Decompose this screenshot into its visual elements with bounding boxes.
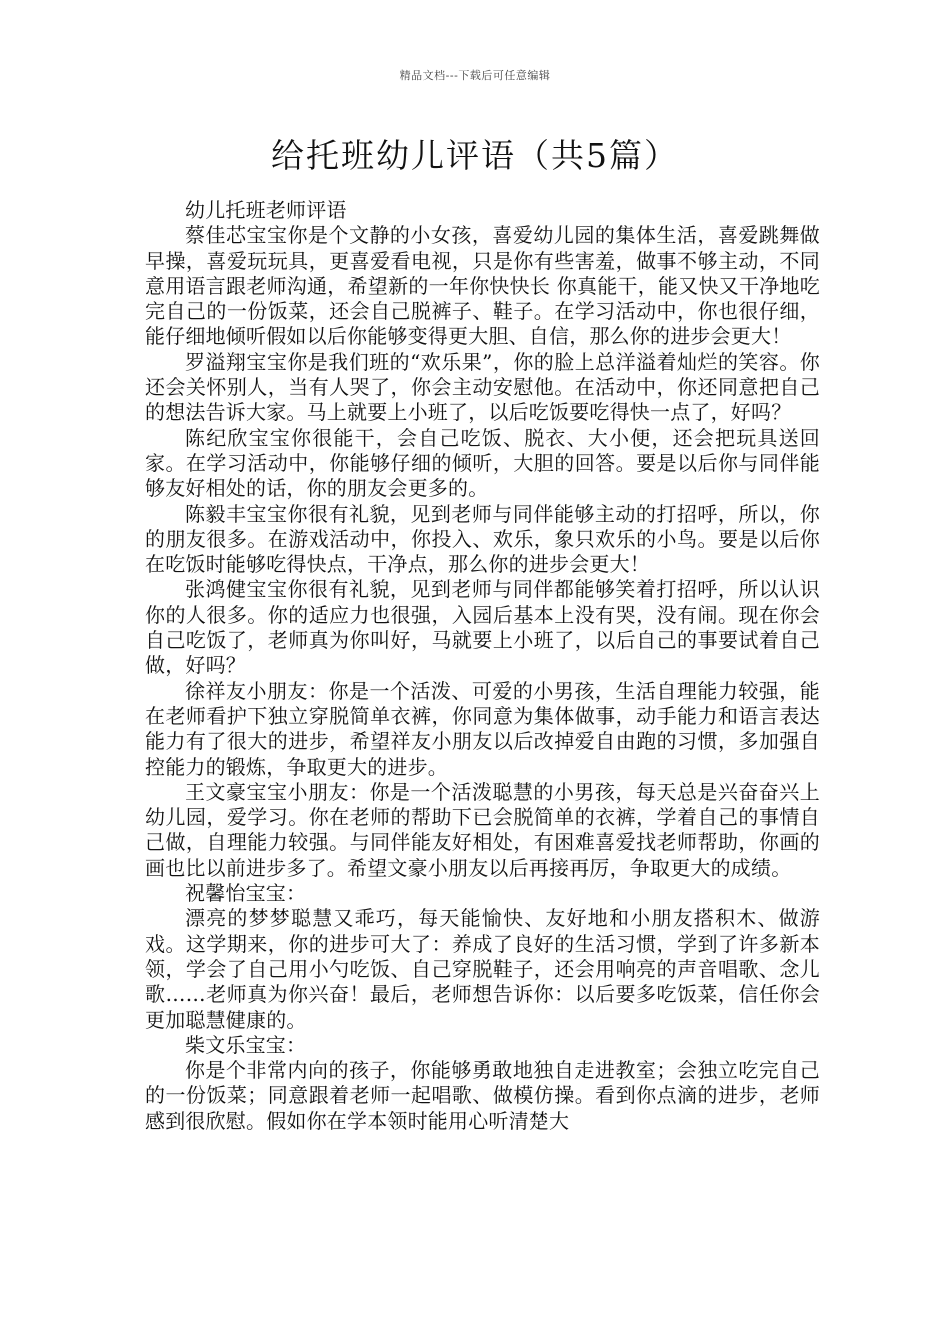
comment-paragraph: 蔡佳芯宝宝你是个文静的小女孩，喜爱幼儿园的集体生活，喜爱跳舞做早操，喜爱玩玩具，更喜爱看电视，只是你有些害羞，做事不够主动，不同意用语言跟老师沟通，希望新的一年你快快长 你真能干，能又快又干净地吃完自己的一份饭菜，还会自己脱裤子、鞋子。在学习活动中，你也很仔细，能仔细地倾听假如以后你能够变得更大胆、自信，那么你的进步会更大！ bbox=[145, 223, 820, 349]
comment-paragraph: 张鸿健宝宝你很有礼貌，见到老师与同伴都能够笑着打招呼，所以认识你的人很多。你的适应力也很强，入园后基本上没有哭，没有闹。现在你会自己吃饭了，老师真为你叫好，马就要上小班了，以后自己的事要试着自己做，好吗？ bbox=[145, 577, 820, 678]
header-note: 精品文档---下载后可任意编辑 bbox=[399, 69, 551, 82]
comment-paragraph: 陈纪欣宝宝你很能干，会自己吃饭、脱衣、大小便，还会把玩具送回家。在学习活动中，你能够仔细的倾听，大胆的回答。要是以后你与同伴能够友好相处的话，你的朋友会更多的。 bbox=[145, 425, 820, 501]
comment-paragraph: 陈毅丰宝宝你很有礼貌，见到老师与同伴能够主动的打招呼，所以，你的朋友很多。在游戏活动中，你投入、欢乐，象只欢乐的小鸟。要是以后你在吃饭时能够吃得快点，干净点，那么你的进步会更大！ bbox=[145, 501, 820, 577]
comment-paragraph: 王文豪宝宝小朋友：你是一个活泼聪慧的小男孩，每天总是兴奋奋兴上幼儿园，爱学习。你在老师的帮助下已会脱简单的衣裤，学着自己的事情自己做，自理能力较强。与同伴能友好相处，有困难喜爱找老师帮助，你画的画也比以前进步多了。希望文豪小朋友以后再接再厉，争取更大的成绩。 bbox=[145, 779, 820, 880]
comment-paragraph: 你是个非常内向的孩子，你能够勇敢地独自走进教室；会独立吃完自己的一份饭菜；同意跟着老师一起唱歌、做模仿操。看到你点滴的进步，老师感到很欣慰。假如你在学本领时能用心听清楚大 bbox=[145, 1058, 820, 1133]
document-body bbox=[145, 198, 820, 1134]
section-heading: 幼儿托班老师评语 bbox=[185, 198, 347, 222]
comment-paragraph: 徐祥友小朋友：你是一个活泼、可爱的小男孩，生活自理能力较强，能在老师看护下独立穿脱简单衣裤，你同意为集体做事，动手能力和语言表达能力有了很大的进步，希望祥友小朋友以后改掉爱自由跑的习惯，多加强自控能力的锻炼，争取更大的进步。 bbox=[145, 678, 820, 779]
child-name-heading: 柴文乐宝宝： bbox=[185, 1032, 307, 1057]
document-title: 给托班幼儿评语（共5篇） bbox=[271, 136, 679, 175]
comment-paragraph: 罗溢翔宝宝你是我们班的“欢乐果”，你的脸上总洋溢着灿烂的笑容。你还会关怀别人，当有人哭了，你会主动安慰他。在活动中，你还同意把自己的想法告诉大家。马上就要上小班了，以后吃饭要吃得快一点了，好吗？ bbox=[145, 349, 820, 425]
comment-paragraph: 漂亮的梦梦聪慧又乖巧，每天能愉快、友好地和小朋友搭积木、做游戏。这学期来，你的进步可大了：养成了良好的生活习惯，学到了许多新本领，学会了自己用小勺吃饭、自己穿脱鞋子，还会用响亮的声音唱歌、念儿歌……老师真为你兴奋！最后，老师想告诉你：以后要多吃饭菜，信任你会更加聪慧健康的。 bbox=[145, 906, 820, 1032]
child-name-heading: 祝馨怡宝宝： bbox=[185, 881, 307, 906]
